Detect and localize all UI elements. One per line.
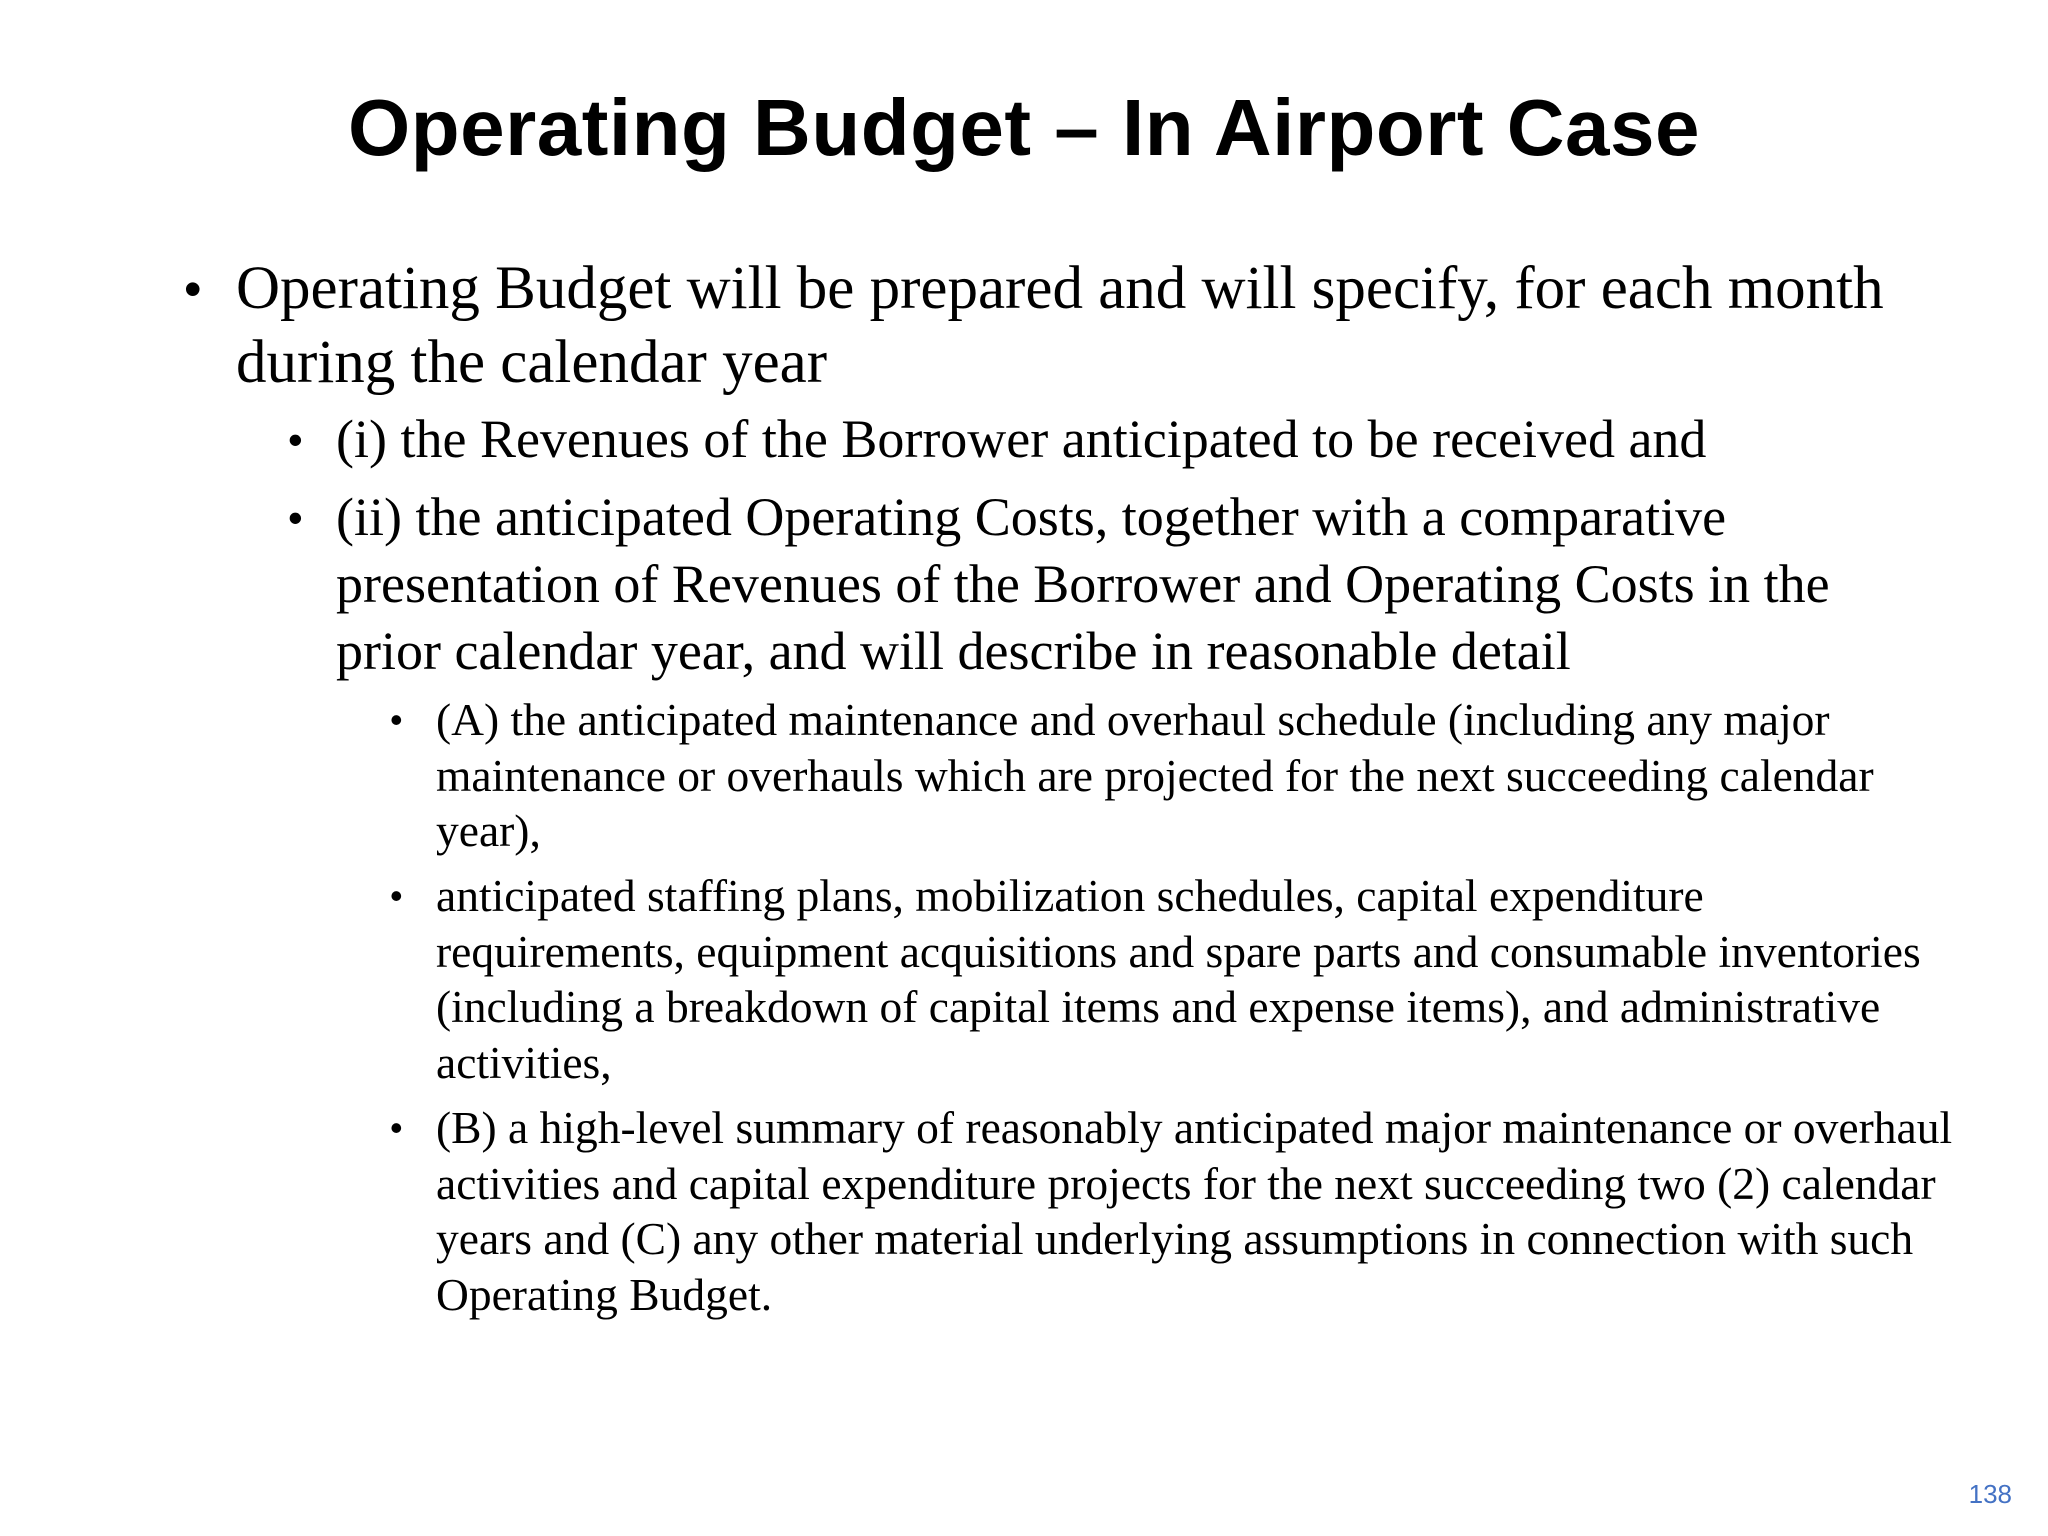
bullet-level-3 (390, 692, 1956, 859)
bullet-dot-icon: • (390, 875, 403, 916)
bullet-text: (i) the Revenues of the Borrower anticipated to be received and (336, 409, 1707, 469)
bullet-text: (ii) the anticipated Operating Costs, together with a comparative presentation of Revenues of the Borrower and Operating Costs in the prior calendar year, and will describe in reasonable detail (336, 487, 1830, 681)
bullet-text: (B) a high-level summary of reasonably anticipated major maintenance or overhaul activities and capital expenditure projects for the next succeeding two (2) calendar years and (C) any other material underlying assumptions in connection with such Operating Budget. (436, 1102, 1953, 1320)
bullet-level-3 (390, 1100, 1956, 1322)
bullet-level-2 (288, 484, 1936, 685)
bullet-text: anticipated staffing plans, mobilization schedules, capital expenditure requirements, equipment acquisitions and spare parts and consumable inventories (including a breakdown of capital items and expense items), and administrative activities, (436, 870, 1921, 1088)
bullet-dot-icon: • (390, 699, 403, 740)
page-number: 138 (1968, 1479, 2012, 1509)
bullet-text: Operating Budget will be prepared and will specify, for each month during the calendar year (236, 255, 1884, 396)
bullet-dot-icon: • (184, 261, 202, 317)
bullet-dot-icon: • (288, 494, 303, 541)
bullet-level-2 (288, 406, 1936, 473)
bullet-level-3 (390, 868, 1956, 1090)
bullet-level-1 (184, 252, 1916, 400)
slide-title: Operating Budget – In Airport Case (348, 83, 1700, 172)
bullet-text: (A) the anticipated maintenance and overhaul schedule (including any major maintenance or overhauls which are projected for the next succeeding calendar year), (436, 694, 1874, 856)
bullet-dot-icon: • (288, 416, 303, 463)
bullet-dot-icon: • (390, 1107, 403, 1148)
